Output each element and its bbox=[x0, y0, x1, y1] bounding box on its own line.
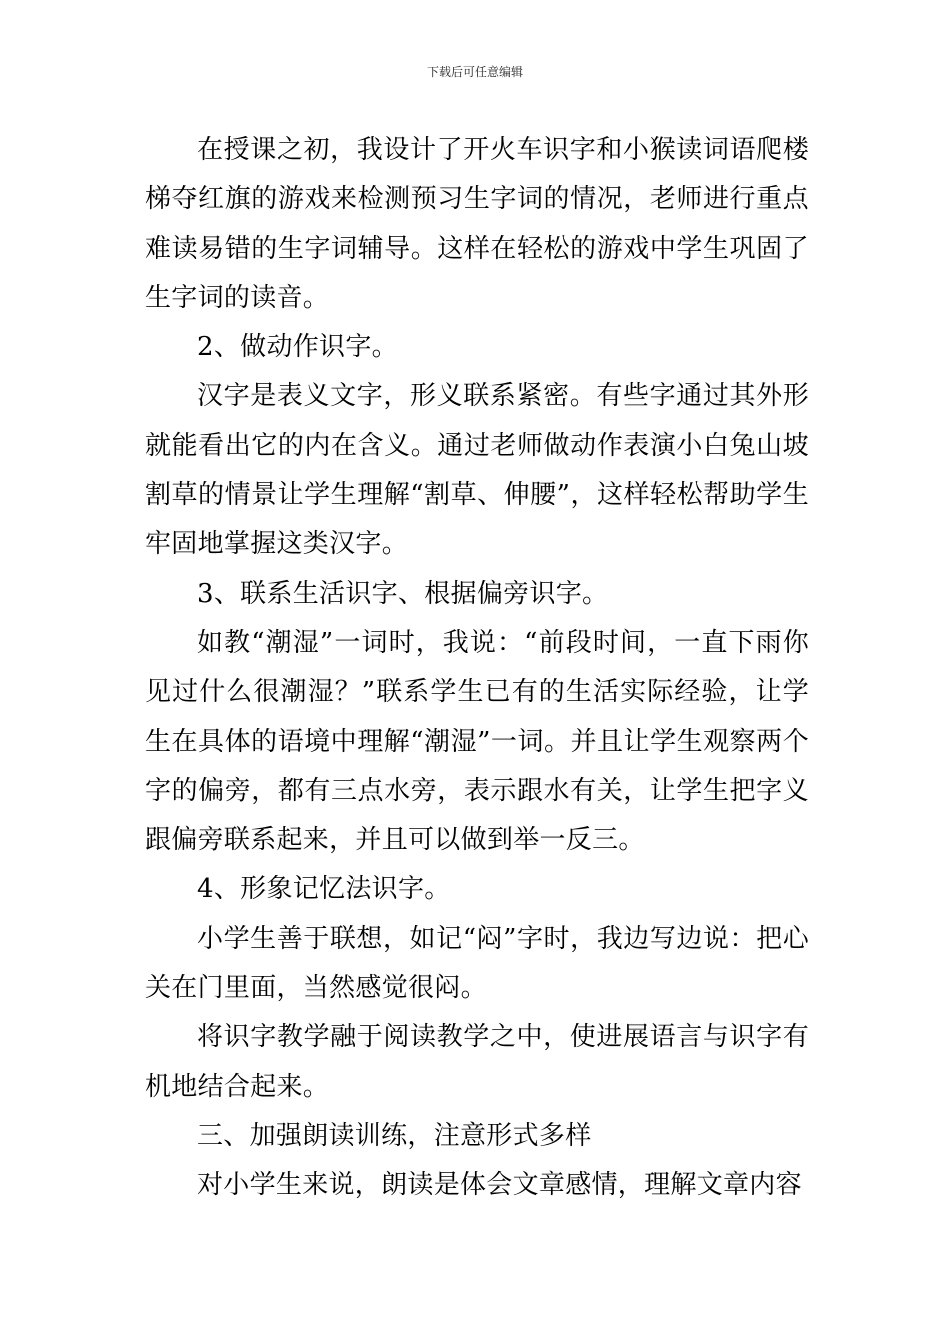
paragraph-action-literacy: 汉字是表义文字，形义联系紧密。有些字通过其外形就能看出它的内在含义。通过老师做动作表演小白兔山坡割草的情景让学生理解“割草、伸腰”，这样轻松帮助学生牢固地掌握这类汉字。 bbox=[145, 381, 809, 560]
paragraph-game-review: 在授课之初，我设计了开火车识字和小猴读词语爬楼梯夺红旗的游戏来检测预习生字词的情况，老师进行重点难读易错的生字词辅导。这样在轻松的游戏中学生巩固了生字词的读音。 bbox=[145, 135, 809, 313]
paragraph-reading-integration: 将识字教学融于阅读教学之中，使进展语言与识字有机地结合起来。 bbox=[145, 1022, 809, 1102]
paragraph-image-memory: 小学生善于联想，如记“闷”字时，我边写边说：把心关在门里面，当然感觉很闷。 bbox=[145, 923, 809, 1004]
paragraph-heading-reading-training: 三、加强朗读训练，注意形式多样 bbox=[197, 1120, 592, 1151]
paragraph-heading-image-memory: 4、形象记忆法识字。 bbox=[197, 874, 451, 905]
paragraph-reading-training: 对小学生来说，朗读是体会文章感情，理解文章内容 bbox=[197, 1170, 802, 1201]
document-body bbox=[145, 126, 809, 1211]
page-header: 下载后可任意编辑 bbox=[426, 65, 523, 79]
paragraph-heading-action-literacy: 2、做动作识字。 bbox=[197, 332, 398, 363]
paragraph-heading-life-radical: 3、联系生活识字、根据偏旁识字。 bbox=[197, 578, 609, 609]
paragraph-life-radical: 如教“潮湿”一词时，我说：“前段时间，一直下雨你见过什么很潮湿？”联系学生已有的生活实际经验，让学生在具体的语境中理解“潮湿”一词。并且让学生观察两个字的偏旁，都有三点水旁，表示跟水有关，让学生把字义跟偏旁联系起来，并且可以做到举一反三。 bbox=[145, 627, 809, 856]
